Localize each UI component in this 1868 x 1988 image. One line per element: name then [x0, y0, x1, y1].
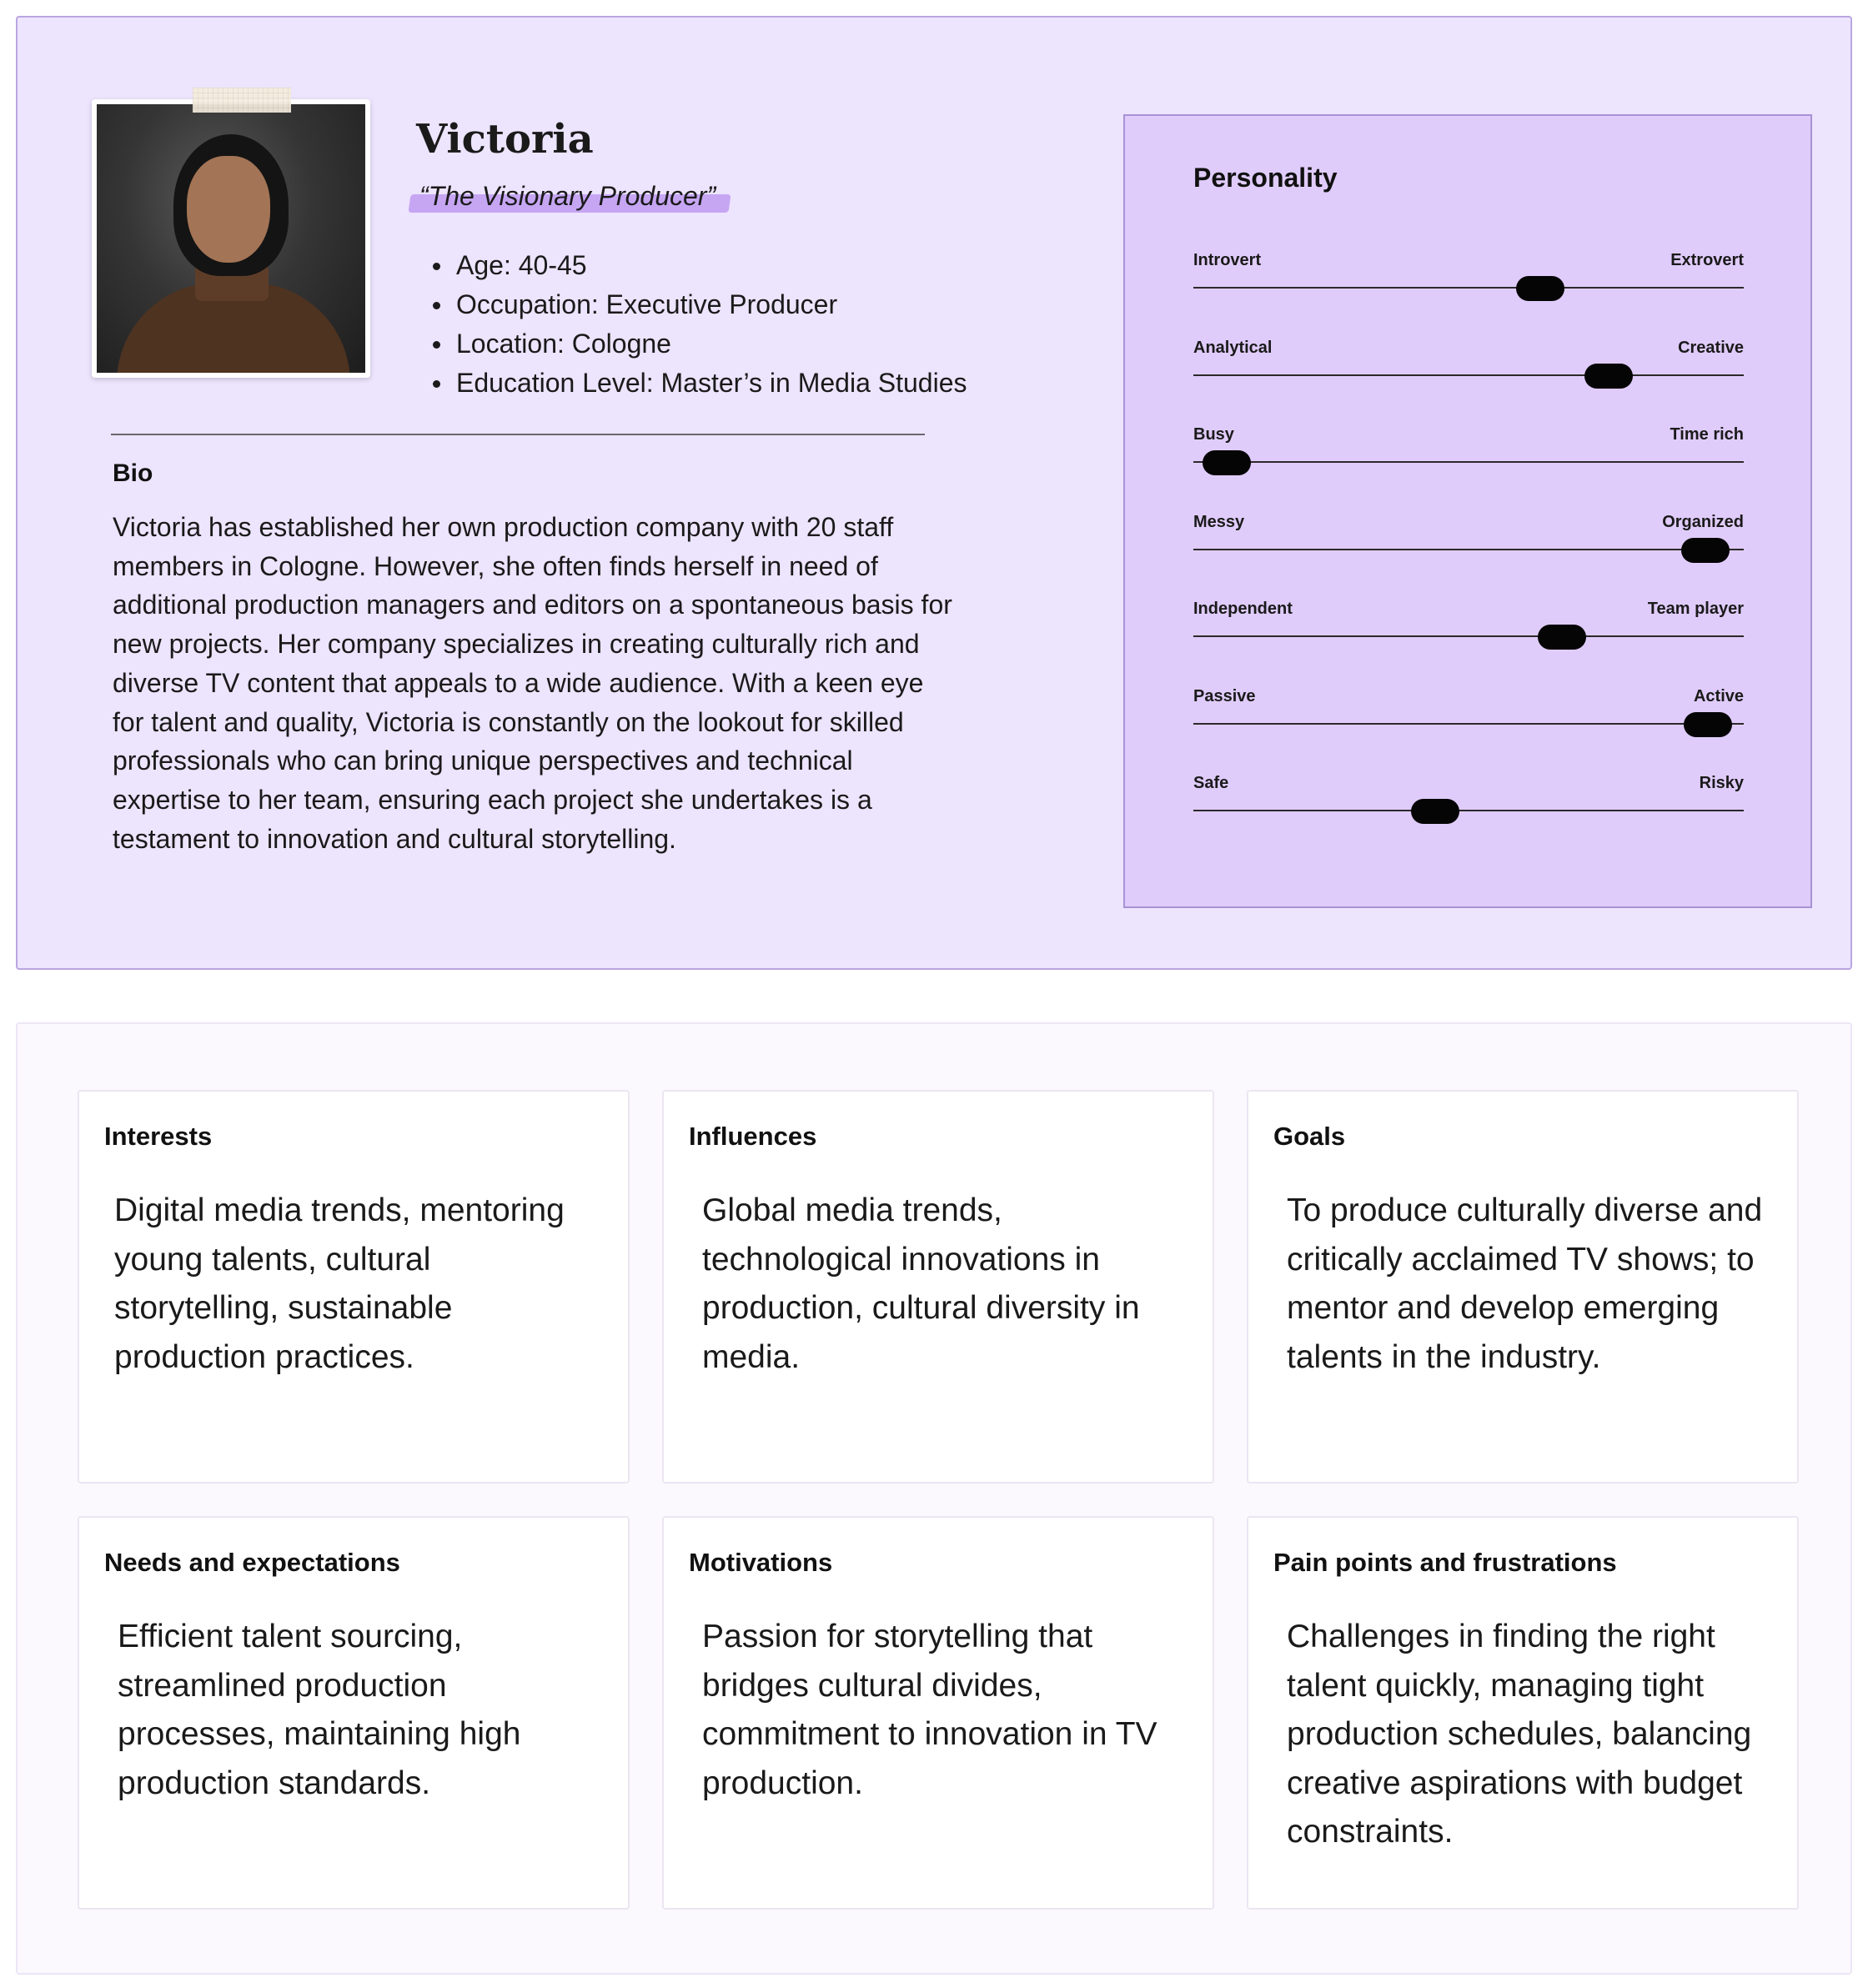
trait-label-right: Active — [1693, 686, 1744, 705]
trait-label-right: Risky — [1699, 774, 1744, 792]
slider-track — [1193, 723, 1744, 725]
profile-photo — [92, 99, 370, 378]
card-body: Digital media trends, mentoring young talents, cultural storytelling, sustainable production practices. — [114, 1192, 565, 1375]
persona-profile-panel — [16, 16, 1852, 970]
card-influences — [662, 1090, 1214, 1483]
trait-label-right: Time rich — [1670, 425, 1744, 444]
slider-track — [1193, 810, 1744, 811]
slider-track — [1193, 549, 1744, 550]
section-divider — [111, 434, 925, 435]
slider-track — [1193, 287, 1744, 289]
slider-knob — [1584, 364, 1633, 389]
fact-education: Education Level: Master’s in Media Studies — [431, 364, 967, 403]
card-title: Influences — [689, 1122, 817, 1151]
slider-knob — [1684, 712, 1732, 737]
trait-label-right: Organized — [1662, 512, 1744, 531]
trait-label-left: Safe — [1193, 774, 1229, 792]
trait-messy-organized — [1193, 513, 1744, 563]
trait-introvert-extrovert — [1193, 251, 1744, 301]
slider-knob — [1203, 450, 1251, 475]
persona-details-panel — [16, 1022, 1852, 1975]
trait-safe-risky — [1193, 774, 1744, 824]
fact-age: Age: 40-45 — [431, 246, 967, 285]
trait-label-right: Extrovert — [1670, 251, 1744, 269]
slider-knob — [1681, 538, 1730, 563]
trait-label-right: Team player — [1647, 600, 1744, 618]
slider-knob — [1411, 799, 1459, 824]
bio-heading: Bio — [113, 459, 153, 487]
card-needs-expectations — [78, 1516, 630, 1910]
persona-facts-list — [431, 246, 967, 403]
fact-location: Location: Cologne — [431, 324, 967, 364]
trait-label-left: Messy — [1193, 512, 1245, 531]
bio-text: Victoria has established her own production company with 20 staff members in Cologne. However, she often finds herself in need of additional production managers and editors on a spontaneous basis for new projects. Her company specializes in creating culturally rich and diverse TV content that appeals to a wide audience. With a keen eye for talent and quality, Victoria is constantly on the lookout for skilled professionals who can bring unique perspectives and technical expertise to her team, ensuring each project she undertakes is a testament to innovation and cultural storytelling. — [113, 512, 952, 854]
persona-tagline — [409, 181, 716, 212]
personality-title: Personality — [1193, 163, 1338, 193]
card-body: Global media trends, technological innovations in production, cultural diversity in media. — [702, 1192, 1140, 1375]
personality-panel — [1123, 114, 1812, 908]
trait-analytical-creative — [1193, 339, 1744, 389]
slider-knob — [1538, 625, 1586, 650]
trait-label-left: Busy — [1193, 425, 1234, 444]
trait-label-left: Introvert — [1193, 251, 1262, 269]
card-interests — [78, 1090, 630, 1483]
trait-label-left: Analytical — [1193, 338, 1273, 357]
card-body: Challenges in finding the right talent quickly, managing tight production schedules, balancing creative aspirations with budget constraints. — [1287, 1619, 1752, 1850]
card-title: Pain points and frustrations — [1273, 1548, 1617, 1577]
card-goals — [1247, 1090, 1799, 1483]
card-title: Goals — [1273, 1122, 1346, 1151]
tape-decoration — [193, 88, 291, 113]
trait-label-right: Creative — [1678, 338, 1744, 357]
trait-passive-active — [1193, 687, 1744, 737]
slider-knob — [1516, 276, 1564, 301]
card-title: Motivations — [689, 1548, 833, 1577]
card-pain-points — [1247, 1516, 1799, 1910]
persona-name: Victoria — [416, 116, 594, 163]
portrait-image — [97, 104, 365, 373]
tagline-text: “The Visionary Producer” — [419, 181, 716, 211]
card-body: To produce culturally diverse and critically acclaimed TV shows; to mentor and develop emerging talents in the industry. — [1287, 1192, 1763, 1375]
slider-track — [1193, 374, 1744, 376]
card-body: Passion for storytelling that bridges cultural divides, commitment to innovation in TV production. — [702, 1619, 1157, 1801]
trait-label-left: Passive — [1193, 686, 1256, 705]
slider-track — [1193, 635, 1744, 637]
slider-track — [1193, 461, 1744, 463]
card-body: Efficient talent sourcing, streamlined production processes, maintaining high production standards. — [118, 1619, 521, 1801]
fact-occupation: Occupation: Executive Producer — [431, 285, 967, 324]
card-title: Needs and expectations — [104, 1548, 400, 1577]
trait-independent-team-player — [1193, 600, 1744, 650]
card-title: Interests — [104, 1122, 213, 1151]
trait-busy-time-rich — [1193, 425, 1744, 475]
card-motivations — [662, 1516, 1214, 1910]
trait-label-left: Independent — [1193, 600, 1293, 618]
